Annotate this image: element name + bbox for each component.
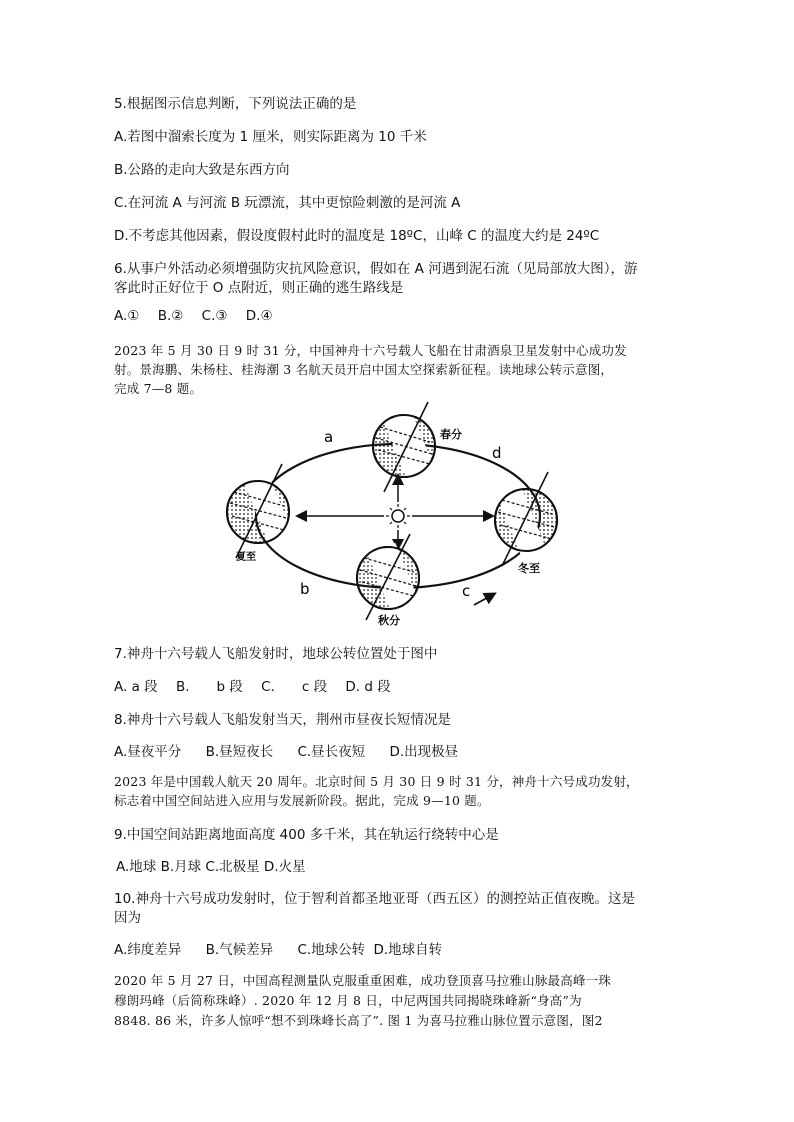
q8-option-c: C.昼长夜短 [297, 744, 366, 760]
q5-stem: 5.根据图示信息判断，下列说法正确的是 [114, 96, 357, 112]
q7-stem: 7.神舟十六号载人飞船发射时，地球公转位置处于图中 [114, 646, 438, 662]
q6-option-d: D.④ [245, 308, 273, 324]
passage1-line2: 射。景海鹏、朱杨柱、桂海潮 3 名航天员开启中国太空探索新征程。读地球公转示意图， [114, 362, 614, 377]
q10-option-d: D.地球自转 [373, 942, 443, 958]
q7-option-d: D. d 段 [345, 679, 391, 695]
q5-option-c: C.在河流 A 与河流 B 玩漂流，其中更惊险刺激的是河流 A [114, 195, 461, 211]
q5-option-b: B.公路的走向大致是东西方向 [114, 162, 290, 178]
q7-options [114, 675, 405, 695]
q6-options [114, 308, 287, 324]
label-autumn-equinox: 秋分 [378, 614, 400, 627]
q9-stem: 9.中国空间站距离地面高度 400 多千米，其在轨运行绕转中心是 [114, 827, 499, 843]
passage3-line2: 穆朗玛峰（后简称珠峰）. 2020 年 12 月 8 日，中尼两国共同揭晓珠峰新“身高”为 [114, 993, 582, 1008]
passage1-line3: 完成 7—8 题。 [114, 381, 203, 396]
q8-option-a: A.昼夜平分 [114, 744, 182, 760]
q10-options [114, 938, 456, 958]
q10-option-c: C.地球公转 [297, 942, 366, 958]
q7-option-c: C. c 段 [261, 679, 328, 695]
q10-option-a: A.纬度差异 [114, 942, 182, 958]
label-summer-solstice: 夏至 [236, 552, 256, 563]
q6-option-c: C.③ [201, 308, 228, 324]
earth-summer-solstice [227, 464, 291, 558]
q6-option-b: B.② [157, 308, 184, 324]
label-segment-c: c [462, 582, 471, 600]
q10-stem-line1: 10.神舟十六号成功发射时，位于智利首都圣地亚哥（西五区）的测控站正值夜晚。这是 [114, 891, 635, 907]
passage2-line2: 标志着中国空间站进入应用与发展新阶段。据此，完成 9—10 题。 [114, 793, 490, 808]
label-winter-solstice: 冬至 [518, 562, 540, 575]
earth-revolution-diagram [218, 400, 578, 627]
q7-option-b: B. b 段 [175, 679, 243, 695]
q7-option-a: A. a 段 [114, 679, 158, 695]
label-segment-d: d [492, 444, 502, 462]
q8-options [114, 740, 472, 760]
q8-option-d: D.出现极昼 [389, 744, 459, 760]
q5-option-d: D.不考虑其他因素，假设度假村此时的温度是 18ºC，山峰 C 的温度大约是 24ºC [114, 228, 600, 244]
q9-options: A.地球 B.月球 C.北极星 D.火星 [116, 859, 306, 875]
earth-spring-equinox [373, 402, 435, 492]
earth-autumn-equinox [357, 534, 419, 620]
q6-option-a: A.① [114, 308, 140, 324]
q10-option-b: B.气候差异 [205, 942, 274, 958]
label-segment-b: b [300, 580, 310, 598]
q8-stem: 8.神舟十六号载人飞船发射当天，荆州市昼夜长短情况是 [114, 712, 451, 728]
passage1-line1: 2023 年 5 月 30 日 9 时 31 分，中国神舟十六号载人飞船在甘肃酒泉卫星发射中心成功发 [114, 343, 627, 358]
q5-option-a: A.若图中溜索长度为 1 厘米，则实际距离为 10 千米 [114, 129, 427, 145]
passage3-line1: 2020 年 5 月 27 日，中国高程测量队克服重重困难，成功登顶喜马拉雅山脉最高峰一珠 [114, 973, 612, 988]
passage2-line1: 2023 年是中国载人航天 20 周年。北京时间 5 月 30 日 9 时 31 分，神舟十六号成功发射， [114, 774, 639, 789]
q10-stem-line2: 因为 [114, 910, 141, 926]
revolution-direction-arrow [474, 594, 494, 605]
q8-option-b: B.昼短夜长 [205, 744, 274, 760]
q6-stem-line2: 客此时正好位于 O 点附近，则正确的逃生路线是 [114, 280, 404, 296]
label-spring-equinox: 春分 [440, 428, 462, 441]
sun-icon [386, 504, 410, 528]
q6-stem-line1: 6.从事户外活动必须增强防灾抗风险意识，假如在 A 河遇到泥石流（见局部放大图），游 [114, 261, 638, 277]
label-segment-a: a [324, 428, 334, 446]
passage3-line3: 8848. 86 米，许多人惊呼“想不到珠峰长高了”. 图 1 为喜马拉雅山脉位置示意图，图2 [114, 1013, 603, 1028]
